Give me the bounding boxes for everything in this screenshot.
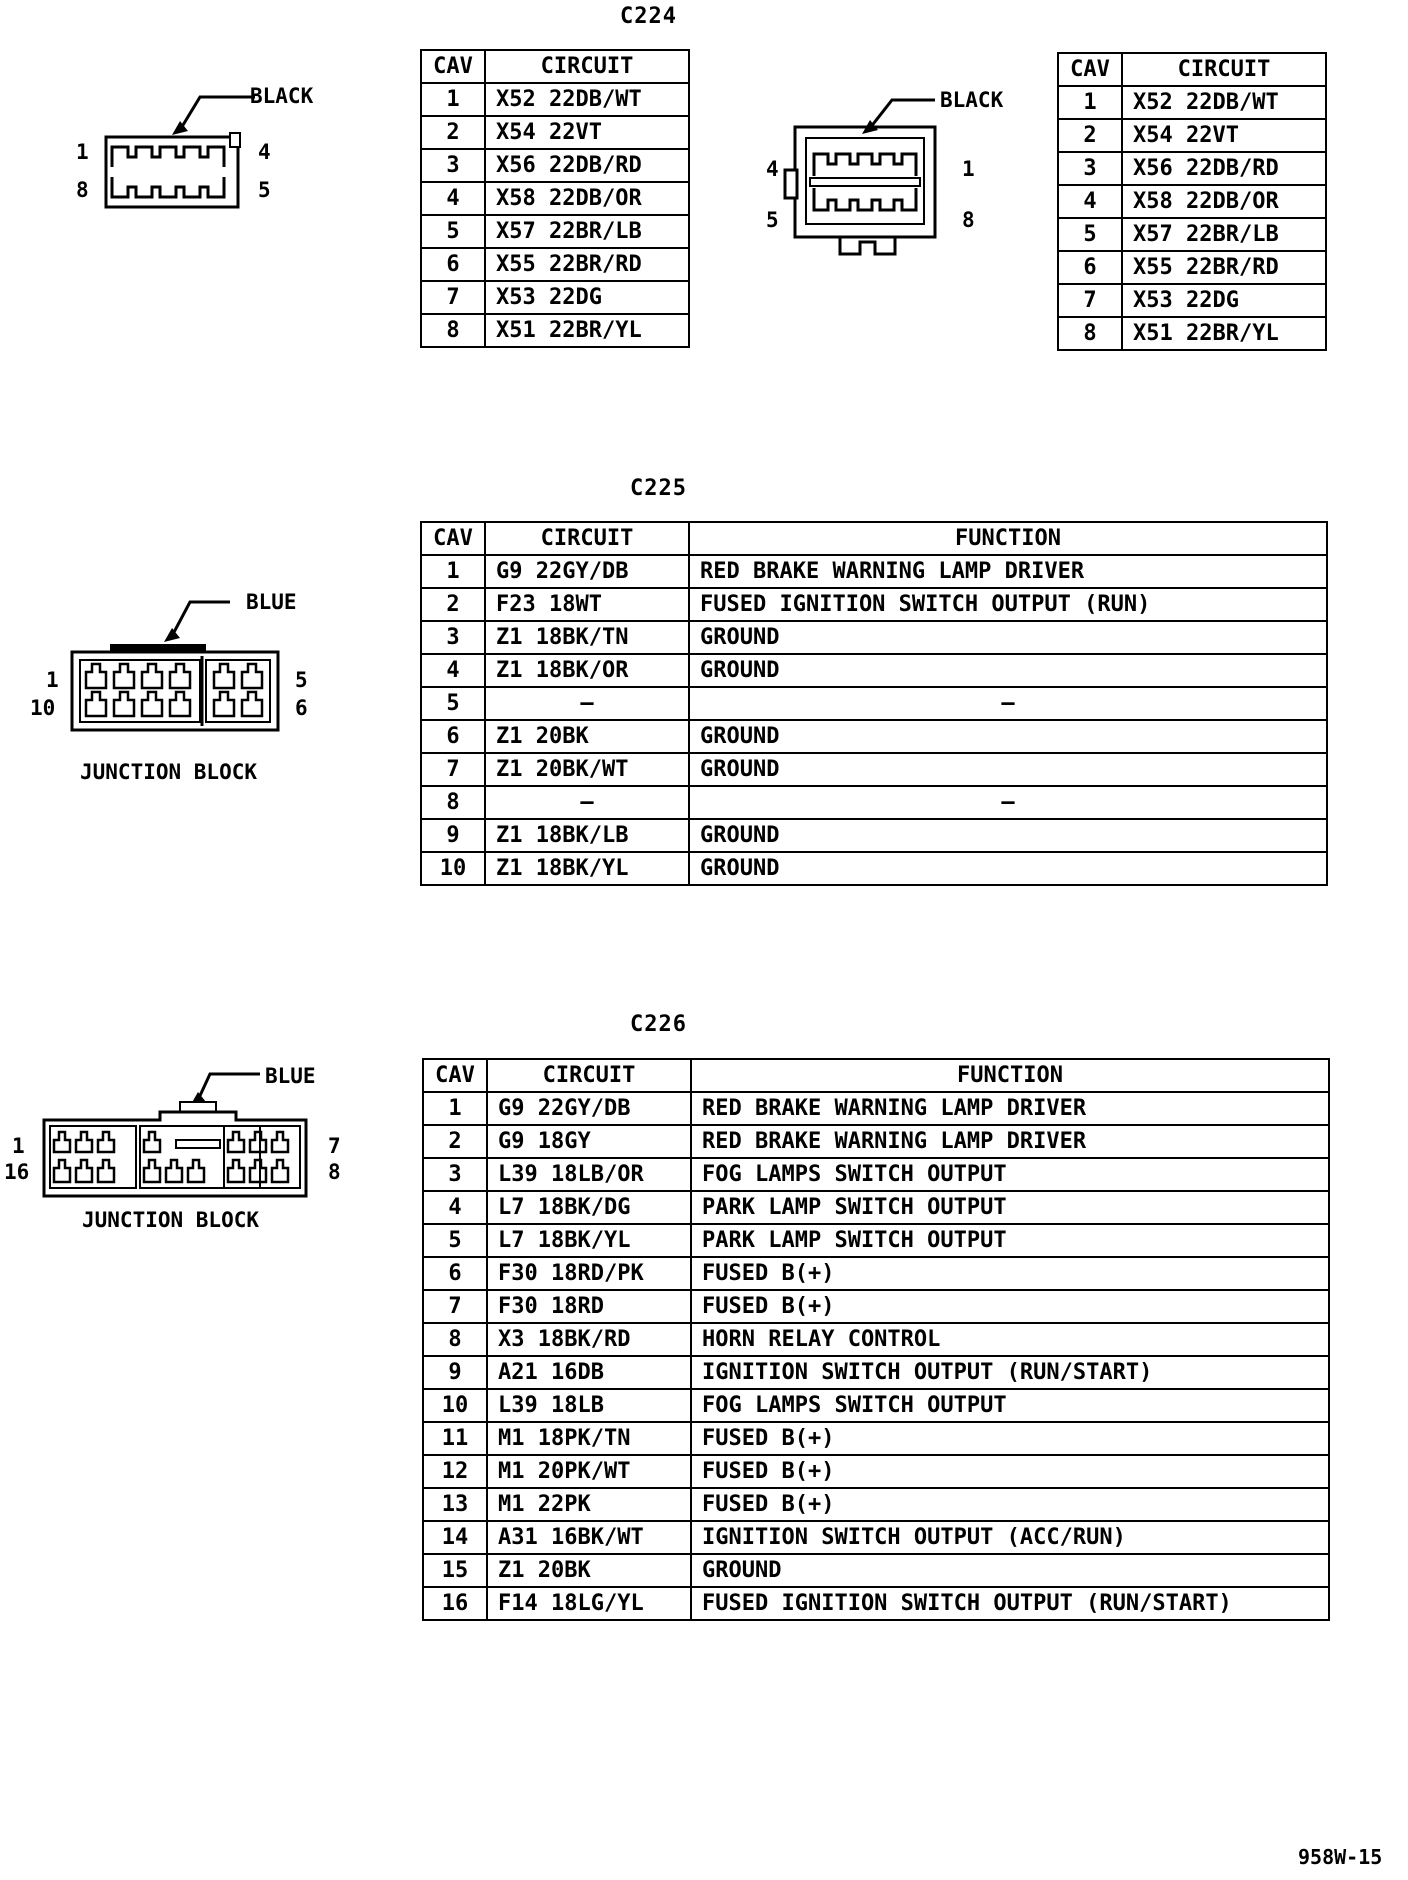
table-row: 3 L39 18LB/OR FOG LAMPS SWITCH OUTPUT bbox=[423, 1158, 1329, 1191]
table-row: 7 F30 18RD FUSED B(+) bbox=[423, 1290, 1329, 1323]
table-row: 7 Z1 20BK/WT GROUND bbox=[421, 753, 1327, 786]
table-row: 2 X54 22VT bbox=[421, 116, 689, 149]
c224-left-pin-1: 1 bbox=[76, 140, 89, 164]
c225-color-label: BLUE bbox=[246, 590, 297, 614]
table-row: 4 X58 22DB/OR bbox=[1058, 185, 1326, 218]
c226-pin-8: 8 bbox=[328, 1160, 341, 1184]
c224-left-header-cav: CAV bbox=[421, 50, 485, 83]
table-row: 4 L7 18BK/DG PARK LAMP SWITCH OUTPUT bbox=[423, 1191, 1329, 1224]
c226-header-cav: CAV bbox=[423, 1059, 487, 1092]
table-row: 9 Z1 18BK/LB GROUND bbox=[421, 819, 1327, 852]
c225-pin-10: 10 bbox=[30, 696, 56, 720]
table-row: 1 G9 22GY/DB RED BRAKE WARNING LAMP DRIVER bbox=[423, 1092, 1329, 1125]
table-row: 3 Z1 18BK/TN GROUND bbox=[421, 621, 1327, 654]
c224-table-left bbox=[420, 49, 690, 348]
table-row: 2 X54 22VT bbox=[1058, 119, 1326, 152]
c226-caption: JUNCTION BLOCK bbox=[82, 1208, 260, 1232]
table-row: 3 X56 22DB/RD bbox=[421, 149, 689, 182]
c224-table-right bbox=[1057, 52, 1327, 351]
c225-title: C225 bbox=[630, 476, 687, 501]
table-row: 12 M1 20PK/WT FUSED B(+) bbox=[423, 1455, 1329, 1488]
c224-title: C224 bbox=[620, 4, 677, 29]
table-row: 2 G9 18GY RED BRAKE WARNING LAMP DRIVER bbox=[423, 1125, 1329, 1158]
table-row: 6 X55 22BR/RD bbox=[1058, 251, 1326, 284]
table-row: 15 Z1 20BK GROUND bbox=[423, 1554, 1329, 1587]
table-row: 8 X51 22BR/YL bbox=[1058, 317, 1326, 350]
table-row: 8 X3 18BK/RD HORN RELAY CONTROL bbox=[423, 1323, 1329, 1356]
c224-connector-right-drawing bbox=[780, 92, 960, 262]
c226-pin-7: 7 bbox=[328, 1134, 341, 1158]
table-row: 7 X53 22DG bbox=[1058, 284, 1326, 317]
table-row: 7 X53 22DG bbox=[421, 281, 689, 314]
table-row: 5 – – bbox=[421, 687, 1327, 720]
c225-pin-6: 6 bbox=[295, 696, 308, 720]
table-row: 16 F14 18LG/YL FUSED IGNITION SWITCH OUTPUT (RUN/START) bbox=[423, 1587, 1329, 1620]
c224-right-pin-5: 5 bbox=[766, 208, 779, 232]
c224-right-color-label: BLACK bbox=[940, 88, 1004, 112]
c226-title: C226 bbox=[630, 1012, 687, 1037]
table-row: 8 – – bbox=[421, 786, 1327, 819]
c226-color-label: BLUE bbox=[265, 1064, 316, 1088]
table-row: 13 M1 22PK FUSED B(+) bbox=[423, 1488, 1329, 1521]
c226-header-function: FUNCTION bbox=[691, 1059, 1329, 1092]
c226-header-circuit: CIRCUIT bbox=[487, 1059, 691, 1092]
c225-header-function: FUNCTION bbox=[689, 522, 1327, 555]
c224-left-pin-4: 4 bbox=[258, 140, 271, 164]
c224-left-color-label: BLACK bbox=[250, 84, 314, 108]
table-row: 14 A31 16BK/WT IGNITION SWITCH OUTPUT (ACC/RUN) bbox=[423, 1521, 1329, 1554]
c225-table bbox=[420, 521, 1328, 886]
table-row: 10 L39 18LB FOG LAMPS SWITCH OUTPUT bbox=[423, 1389, 1329, 1422]
table-row: 1 X52 22DB/WT bbox=[421, 83, 689, 116]
c226-table bbox=[422, 1058, 1330, 1621]
c224-connector-left-drawing bbox=[100, 95, 280, 220]
table-row: 4 X58 22DB/OR bbox=[421, 182, 689, 215]
table-row: 5 X57 22BR/LB bbox=[1058, 218, 1326, 251]
c224-right-pin-8: 8 bbox=[962, 208, 975, 232]
table-row: 3 X56 22DB/RD bbox=[1058, 152, 1326, 185]
figure-code: 958W-15 bbox=[1298, 1845, 1383, 1869]
c225-pin-1: 1 bbox=[46, 668, 59, 692]
table-row: 6 F30 18RD/PK FUSED B(+) bbox=[423, 1257, 1329, 1290]
c224-right-header-circuit: CIRCUIT bbox=[1122, 53, 1326, 86]
table-row: 6 Z1 20BK GROUND bbox=[421, 720, 1327, 753]
table-row: 1 G9 22GY/DB RED BRAKE WARNING LAMP DRIVER bbox=[421, 555, 1327, 588]
c225-header-circuit: CIRCUIT bbox=[485, 522, 689, 555]
table-row: 5 X57 22BR/LB bbox=[421, 215, 689, 248]
c226-pin-1: 1 bbox=[12, 1134, 25, 1158]
c224-left-pin-5: 5 bbox=[258, 178, 271, 202]
c224-right-pin-1: 1 bbox=[962, 157, 975, 181]
c225-caption: JUNCTION BLOCK bbox=[80, 760, 258, 784]
table-row: 9 A21 16DB IGNITION SWITCH OUTPUT (RUN/START) bbox=[423, 1356, 1329, 1389]
table-row: 4 Z1 18BK/OR GROUND bbox=[421, 654, 1327, 687]
c224-right-header-cav: CAV bbox=[1058, 53, 1122, 86]
table-row: 5 L7 18BK/YL PARK LAMP SWITCH OUTPUT bbox=[423, 1224, 1329, 1257]
c225-header-cav: CAV bbox=[421, 522, 485, 555]
table-row: 8 X51 22BR/YL bbox=[421, 314, 689, 347]
table-row: 10 Z1 18BK/YL GROUND bbox=[421, 852, 1327, 885]
c225-connector-drawing bbox=[70, 600, 290, 735]
c225-pin-5: 5 bbox=[295, 668, 308, 692]
c226-pin-16: 16 bbox=[4, 1160, 30, 1184]
c224-left-header-circuit: CIRCUIT bbox=[485, 50, 689, 83]
table-row: 6 X55 22BR/RD bbox=[421, 248, 689, 281]
table-row: 11 M1 18PK/TN FUSED B(+) bbox=[423, 1422, 1329, 1455]
table-row: 1 X52 22DB/WT bbox=[1058, 86, 1326, 119]
table-row: 2 F23 18WT FUSED IGNITION SWITCH OUTPUT (RUN) bbox=[421, 588, 1327, 621]
c224-left-pin-8: 8 bbox=[76, 178, 89, 202]
c224-right-pin-4: 4 bbox=[766, 157, 779, 181]
